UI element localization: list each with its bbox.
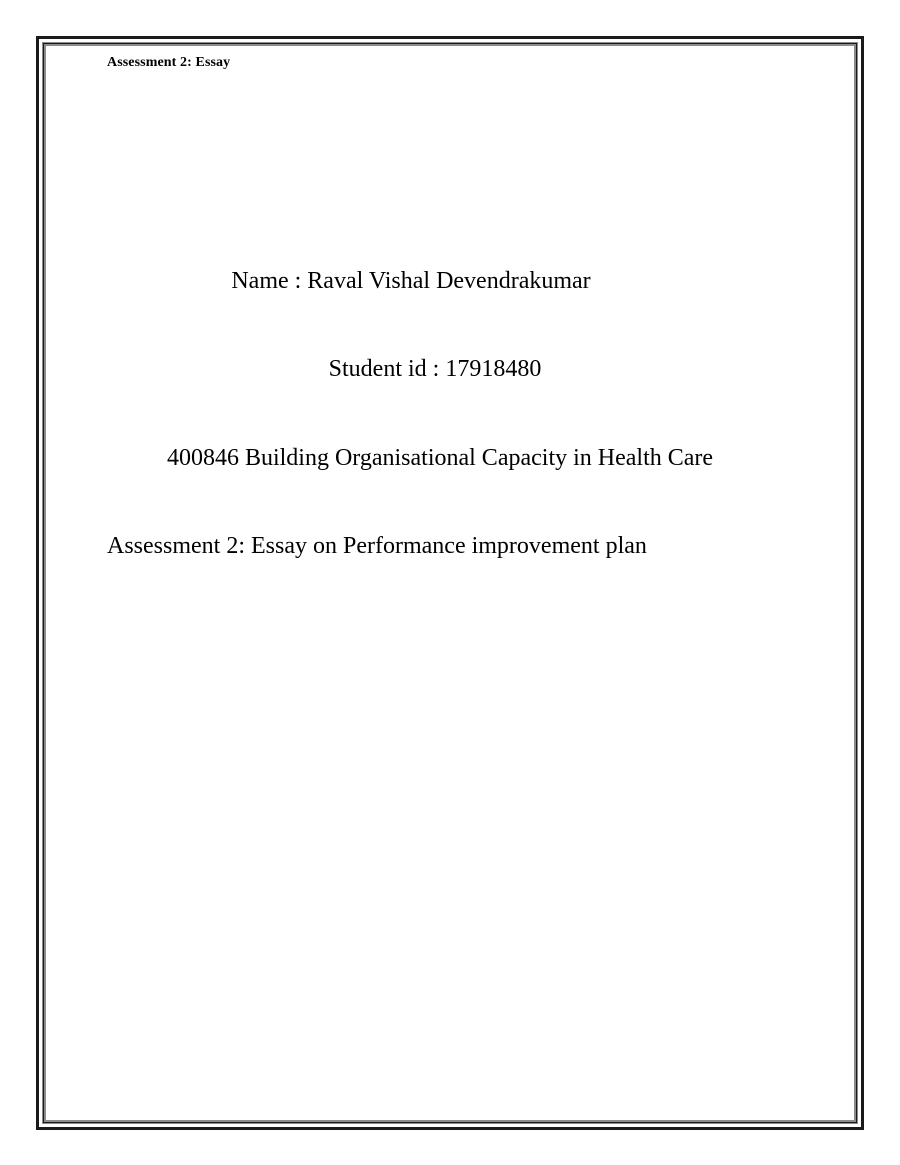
course-title: 400846 Building Organisational Capacity in Health Care (166, 445, 714, 471)
page-border-frame (36, 36, 864, 1130)
page-border-inner (43, 43, 857, 1123)
student-id: Student id : 17918480 (328, 356, 542, 382)
student-name: Name : Raval Vishal Devendrakumar (231, 268, 591, 294)
running-header-title: Assessment 2: Essay (107, 55, 231, 70)
assessment-title: Assessment 2: Essay on Performance improvement plan (107, 533, 647, 559)
